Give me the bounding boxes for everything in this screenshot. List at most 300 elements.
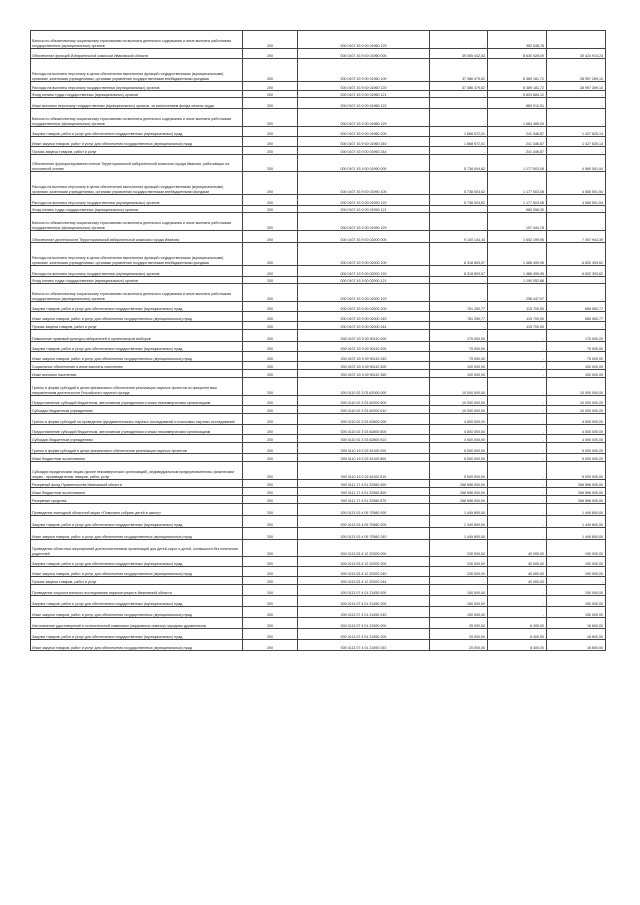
remaining-amount-cell: 7 497 944,39	[547, 231, 606, 243]
expense-name-cell: Взносы по обязательному социальному страхованию на выплаты денежного содержания и иные выплаты работникам государственных (муниципальных) органов	[31, 109, 243, 127]
approved-amount-cell: 268 596 000,00	[430, 488, 488, 496]
remaining-amount-cell: 268 596 000,00	[547, 480, 606, 488]
table-row	[31, 155, 606, 172]
executed-amount-cell: 8 400,00	[488, 629, 547, 640]
approved-amount-cell: 1 449 800,00	[430, 504, 488, 516]
expense-name-cell: Обеспечение деятельности Территориальной избирательной комиссии города Иванова	[31, 231, 243, 243]
executed-amount-cell: 40 000,00	[488, 567, 547, 577]
remaining-amount-cell: -	[547, 277, 606, 284]
table-row	[31, 370, 606, 378]
expense-name-cell: Иные закупки товаров, работ и услуг для обеспечения государственных (муниципальных) нужд	[31, 137, 243, 147]
classification-code-cell: 000 0110 19 2 02 61100 800	[298, 454, 430, 462]
approved-amount-cell: 1 668 972,01	[430, 127, 488, 137]
remaining-amount-cell: 150 000,00	[547, 596, 606, 607]
expense-name-cell: Расходы на выплаты персоналу в целях обеспечения выполнения функций государственными (муниципальными) органами, казенными учреждениями, органами управления государственными внебюджетными фондами	[31, 59, 243, 82]
expense-name-cell: Фонд оплаты труда государственных (муниципальных) органов	[31, 91, 243, 98]
table-row	[31, 109, 606, 127]
classification-code-cell: 000 0111 17 4 01 22960 800	[298, 488, 430, 496]
remaining-amount-cell: 1 427 625,14	[547, 137, 606, 147]
classification-code-cell: 000 0111 17 4 01 22960 000	[298, 480, 430, 488]
remaining-amount-cell: 190 000,00	[547, 557, 606, 567]
remaining-amount-cell: 268 596 000,00	[547, 496, 606, 504]
line-code-cell: 200	[243, 213, 298, 231]
approved-amount-cell: 781 250,77	[430, 312, 488, 322]
executed-amount-cell: 241 346,87	[488, 137, 547, 147]
line-code-cell: 200	[243, 147, 298, 155]
table-row	[31, 206, 606, 213]
line-code-cell: 200	[243, 516, 298, 528]
approved-amount-cell: 75 000,00	[430, 352, 488, 362]
approved-amount-cell: -	[430, 109, 488, 127]
remaining-amount-cell: -	[547, 577, 606, 585]
expense-name-cell: Закупка товаров, работ и услуг для обеспечения государственных (муниципальных) нужд	[31, 302, 243, 312]
expense-name-cell: Обеспечение функций Избирательной комиссии Ивановской области	[31, 49, 243, 59]
executed-amount-cell: -	[488, 596, 547, 607]
approved-amount-cell: 25 000,00	[430, 629, 488, 640]
approved-amount-cell: 1 449 800,00	[430, 528, 488, 540]
table-row	[31, 31, 606, 49]
table-row	[31, 596, 606, 607]
approved-amount-cell: 150 000,00	[430, 607, 488, 618]
remaining-amount-cell: 10 000 000,00	[547, 396, 606, 406]
remaining-amount-cell: 4 560 501,54	[547, 195, 606, 206]
classification-code-cell: 000 0110 02 3 03 62000 610	[298, 406, 430, 414]
classification-code-cell: 000 0107 43 9 00 01990 121	[298, 206, 430, 213]
expense-name-cell: Субсидии бюджетным учреждениям	[31, 406, 243, 414]
budget-execution-table	[30, 30, 606, 651]
table-row	[31, 640, 606, 651]
expense-name-cell: Иные закупки товаров, работ и услуг для обеспечения государственных (муниципальных) нужд	[31, 352, 243, 362]
remaining-amount-cell: 30 424 914,24	[547, 49, 606, 59]
executed-amount-cell: 40 000,00	[488, 557, 547, 567]
executed-amount-cell: -	[488, 370, 547, 378]
classification-code-cell: 000 0107 43 9 00 90110 240	[298, 352, 430, 362]
line-code-cell: 200	[243, 362, 298, 370]
table-row	[31, 312, 606, 322]
table-row	[31, 231, 606, 243]
executed-amount-cell: -	[488, 406, 547, 414]
classification-code-cell: 000 0107 43 9 00 01960 240	[298, 137, 430, 147]
classification-code-cell: 000 0107 43 9 00 01960 000	[298, 49, 430, 59]
executed-amount-cell: 296 447,07	[488, 284, 547, 302]
expense-name-cell: Взносы по обязательному социальному страхованию на выплаты денежного содержания и иные выплаты работникам государственных (муниципальных) органов	[31, 31, 243, 49]
expense-name-cell: Проведение социологического исследования наркоситуации в Ивановской области	[31, 585, 243, 596]
executed-amount-cell: -	[488, 425, 547, 435]
table-row	[31, 49, 606, 59]
remaining-amount-cell: 75 000,00	[547, 352, 606, 362]
expense-name-cell: Расходы на выплаты персоналу государственных (муниципальных) органов	[31, 266, 243, 277]
expense-name-cell: Иные закупки товаров, работ и услуг для обеспечения государственных (муниципальных) нужд	[31, 312, 243, 322]
remaining-amount-cell: 100 000,00	[547, 370, 606, 378]
approved-amount-cell: 268 596 000,00	[430, 496, 488, 504]
table-row	[31, 528, 606, 540]
approved-amount-cell: 1 449 800,00	[430, 516, 488, 528]
expense-name-cell: Иные выплаты населению	[31, 370, 243, 378]
remaining-amount-cell: -	[547, 147, 606, 155]
approved-amount-cell: 10 000 000,00	[430, 406, 488, 414]
executed-amount-cell: 197 444,78	[488, 213, 547, 231]
classification-code-cell: 000 0111 17 4 01 22960 870	[298, 496, 430, 504]
executed-amount-cell: 8 389 181,72	[488, 59, 547, 82]
table-row	[31, 330, 606, 342]
table-row	[31, 406, 606, 414]
line-code-cell: 200	[243, 31, 298, 49]
line-code-cell: 200	[243, 596, 298, 607]
remaining-amount-cell: 190 000,00	[547, 567, 606, 577]
classification-code-cell: 000 0110 02 3 03 62800 000	[298, 414, 430, 425]
remaining-amount-cell: 6 832 393,62	[547, 243, 606, 266]
line-code-cell: 200	[243, 577, 298, 585]
executed-amount-cell: -	[488, 516, 547, 528]
approved-amount-cell: -	[430, 147, 488, 155]
remaining-amount-cell: 16 600,00	[547, 640, 606, 651]
classification-code-cell: 000 0107 43 9 00 02000 240	[298, 312, 430, 322]
table-row	[31, 496, 606, 504]
classification-code-cell: 000 0113 07 4 01 21590 200	[298, 629, 430, 640]
remaining-amount-cell: 4 500 000,00	[547, 435, 606, 443]
approved-amount-cell: 150 000,00	[430, 596, 488, 607]
table-row	[31, 322, 606, 330]
line-code-cell: 200	[243, 127, 298, 137]
executed-amount-cell: -	[488, 378, 547, 396]
table-row	[31, 352, 606, 362]
expense-name-cell: Проведение ежегодной областной акции «Помогаем собрать детей в школу»	[31, 504, 243, 516]
approved-amount-cell: 150 000,00	[430, 585, 488, 596]
classification-code-cell: 000 0107 43 9 00 90110 200	[298, 342, 430, 352]
table-row	[31, 618, 606, 629]
classification-code-cell: 000 0113 03 4 09 70580 200	[298, 516, 430, 528]
executed-amount-cell: 115 700,00	[488, 312, 547, 322]
approved-amount-cell: -	[430, 31, 488, 49]
classification-code-cell: 000 0107 43 9 00 02000 100	[298, 243, 430, 266]
line-code-cell: 200	[243, 528, 298, 540]
executed-amount-cell: 8 630 528,09	[488, 49, 547, 59]
line-code-cell: 200	[243, 557, 298, 567]
table-row	[31, 629, 606, 640]
line-code-cell: 200	[243, 172, 298, 195]
classification-code-cell: 000 0107 43 9 00 02000 000	[298, 231, 430, 243]
line-code-cell: 200	[243, 496, 298, 504]
remaining-amount-cell: 665 550,77	[547, 302, 606, 312]
table-row	[31, 435, 606, 443]
table-row	[31, 488, 606, 496]
remaining-amount-cell: 190 000,00	[547, 540, 606, 557]
executed-amount-cell: -	[488, 488, 547, 496]
table-row	[31, 443, 606, 454]
expense-name-cell: Гранты в форме субсидий в целях финансового обеспечения реализации научных проектов	[31, 443, 243, 454]
table-body	[31, 31, 606, 651]
classification-code-cell: 000 0113 07 4 01 21450 240	[298, 607, 430, 618]
classification-code-cell: 000 0107 43 9 00 01960 129	[298, 31, 430, 49]
executed-amount-cell: -	[488, 362, 547, 370]
executed-amount-cell: 352 548,78	[488, 31, 547, 49]
line-code-cell: 200	[243, 195, 298, 206]
classification-code-cell: 000 0113 07 4 01 21590 000	[298, 618, 430, 629]
line-code-cell: 200	[243, 396, 298, 406]
line-code-cell: 200	[243, 155, 298, 172]
classification-code-cell: 000 0107 43 9 00 90110 360	[298, 370, 430, 378]
line-code-cell: 200	[243, 540, 298, 557]
remaining-amount-cell: 150 000,00	[547, 607, 606, 618]
remaining-amount-cell: 4 500 000,00	[547, 414, 606, 425]
expense-name-cell: Фонд оплаты труда государственных (муниципальных) органов	[31, 277, 243, 284]
table-row	[31, 425, 606, 435]
classification-code-cell: 000 0107 43 9 00 01960 121	[298, 91, 430, 98]
approved-amount-cell: 8 318 893,57	[430, 243, 488, 266]
line-code-cell: 200	[243, 567, 298, 577]
line-code-cell: 200	[243, 504, 298, 516]
table-row	[31, 59, 606, 82]
expense-name-cell: Изготовление удостоверений и отличительной символики (нарукавных повязок) народных дружинников	[31, 618, 243, 629]
expense-name-cell: Фонд оплаты труда государственных (муниципальных) органов	[31, 206, 243, 213]
line-code-cell: 200	[243, 435, 298, 443]
approved-amount-cell: -	[430, 91, 488, 98]
approved-amount-cell: -	[430, 277, 488, 284]
line-code-cell: 200	[243, 98, 298, 109]
line-code-cell: 200	[243, 342, 298, 352]
table-row	[31, 91, 606, 98]
table-row	[31, 567, 606, 577]
table-row	[31, 577, 606, 585]
line-code-cell: 200	[243, 425, 298, 435]
approved-amount-cell: 10 000 000,00	[430, 396, 488, 406]
expense-name-cell: Закупка товаров, работ и услуг для обеспечения государственных (муниципальных) нужд	[31, 516, 243, 528]
remaining-amount-cell: 1 449 800,00	[547, 516, 606, 528]
table-row	[31, 480, 606, 488]
table-row	[31, 147, 606, 155]
remaining-amount-cell: 16 600,00	[547, 629, 606, 640]
line-code-cell: 200	[243, 137, 298, 147]
remaining-amount-cell: 268 596 000,00	[547, 488, 606, 496]
line-code-cell: 200	[243, 330, 298, 342]
executed-amount-cell: 5 824 684,12	[488, 91, 547, 98]
expense-name-cell: Гранты в форме субсидий на проведение фундаментальных научных исследований и поисковых научных исследований	[31, 414, 243, 425]
classification-code-cell: 000 0110 02 3 03 62800 610	[298, 435, 430, 443]
remaining-amount-cell: -	[547, 206, 606, 213]
line-code-cell: 200	[243, 607, 298, 618]
table-row	[31, 516, 606, 528]
line-code-cell: 200	[243, 352, 298, 362]
classification-code-cell: 000 0107 43 9 00 01960 120	[298, 82, 430, 91]
remaining-amount-cell: 4 560 501,54	[547, 155, 606, 172]
remaining-amount-cell: 100 000,00	[547, 362, 606, 370]
line-code-cell: 200	[243, 406, 298, 414]
expense-name-cell: Прочая закупка товаров, работ и услуг	[31, 577, 243, 585]
approved-amount-cell: -	[430, 284, 488, 302]
executed-amount-cell: -	[488, 396, 547, 406]
classification-code-cell: 000 0113 07 4 01 21450 000	[298, 585, 430, 596]
expense-name-cell: Обеспечение функционирования членов Территориальной избирательной комиссии города Иваново, работающих на постоянной основе	[31, 155, 243, 172]
line-code-cell: 200	[243, 640, 298, 651]
executed-amount-cell: -	[488, 352, 547, 362]
classification-code-cell: 000 0107 43 9 00 01960 244	[298, 147, 430, 155]
expense-name-cell: Иные бюджетные ассигнования	[31, 454, 243, 462]
expense-name-cell: Резервные средства	[31, 496, 243, 504]
classification-code-cell: 000 0113 07 4 01 21590 240	[298, 640, 430, 651]
executed-amount-cell: -	[488, 454, 547, 462]
line-code-cell: 200	[243, 302, 298, 312]
line-code-cell: 200	[243, 378, 298, 396]
table-row	[31, 98, 606, 109]
expense-name-cell: Проведение областных мероприятий для воспитанников организаций для детей-сирот и детей, оставшихся без попечения родителей	[31, 540, 243, 557]
executed-amount-cell: -	[488, 443, 547, 454]
executed-amount-cell: 1 177 503,08	[488, 172, 547, 195]
executed-amount-cell: 1 486 499,95	[488, 266, 547, 277]
remaining-amount-cell: 5 000 000,00	[547, 443, 606, 454]
line-code-cell: 200	[243, 443, 298, 454]
line-code-cell: 200	[243, 231, 298, 243]
remaining-amount-cell: -	[547, 213, 606, 231]
line-code-cell: 200	[243, 243, 298, 266]
classification-code-cell: 000 0107 43 9 00 01960 100	[298, 59, 430, 82]
approved-amount-cell: -	[430, 322, 488, 330]
remaining-amount-cell: -	[547, 109, 606, 127]
approved-amount-cell: -	[430, 577, 488, 585]
approved-amount-cell: 230 000,00	[430, 567, 488, 577]
approved-amount-cell: -	[430, 98, 488, 109]
remaining-amount-cell: 5 000 000,00	[547, 462, 606, 480]
approved-amount-cell: 268 596 000,00	[430, 480, 488, 488]
executed-amount-cell: -	[488, 462, 547, 480]
expense-name-cell: Расходы на выплаты персоналу в целях обеспечения выполнения функций государственными (муниципальными) органами, казенными учреждениями, органами управления государственными внебюджетными фондами	[31, 172, 243, 195]
expense-name-cell: Прочая закупка товаров, работ и услуг	[31, 147, 243, 155]
classification-code-cell: 000 0113 07 4 01 21450 200	[298, 596, 430, 607]
table-row	[31, 213, 606, 231]
table-row	[31, 585, 606, 596]
approved-amount-cell: 5 000 000,00	[430, 462, 488, 480]
classification-code-cell: 000 0107 43 9 00 01990 129	[298, 213, 430, 231]
expense-name-cell: Предоставление субсидий бюджетным, автономным учреждениям и иным некоммерческим организациям	[31, 425, 243, 435]
approved-amount-cell: 10 000 000,00	[430, 378, 488, 396]
remaining-amount-cell: -	[547, 98, 606, 109]
expense-name-cell: Расходы на выплаты персоналу в целях обеспечения выполнения функций государственными (муниципальными) органами, казенными учреждениями, органами управления государственными внебюджетными фондами	[31, 243, 243, 266]
classification-code-cell: 000 0107 43 9 00 01990 000	[298, 155, 430, 172]
executed-amount-cell: -	[488, 607, 547, 618]
table-row	[31, 396, 606, 406]
line-code-cell: 200	[243, 480, 298, 488]
classification-code-cell: 000 0107 43 9 00 90110 300	[298, 362, 430, 370]
executed-amount-cell: -	[488, 585, 547, 596]
executed-amount-cell: 980 058,30	[488, 206, 547, 213]
expense-name-cell: Закупка товаров, работ и услуг для обеспечения государственных (муниципальных) нужд	[31, 127, 243, 137]
classification-code-cell: 000 0107 43 9 00 01960 200	[298, 127, 430, 137]
remaining-amount-cell: -	[547, 31, 606, 49]
line-code-cell: 200	[243, 109, 298, 127]
expense-name-cell: Расходы на выплаты персоналу государственных (муниципальных) органов	[31, 82, 243, 91]
executed-amount-cell: 1 190 052,88	[488, 277, 547, 284]
remaining-amount-cell: 28 997 269,10	[547, 82, 606, 91]
expense-name-cell: Взносы по обязательному социальному страхованию на выплаты денежного содержания и иные выплаты работникам государственных (муниципальных) органов	[31, 213, 243, 231]
executed-amount-cell: 8 400,00	[488, 618, 547, 629]
classification-code-cell: 000 0107 43 9 00 90110 000	[298, 330, 430, 342]
approved-amount-cell: 39 055 442,53	[430, 49, 488, 59]
classification-code-cell: 000 0113 03 4 12 20200 240	[298, 567, 430, 577]
executed-amount-cell: 241 346,87	[488, 127, 547, 137]
remaining-amount-cell: 75 000,00	[547, 342, 606, 352]
remaining-amount-cell: -	[547, 322, 606, 330]
table-row	[31, 284, 606, 302]
expense-name-cell: Закупка товаров, работ и услуг для обеспечения государственных (муниципальных) нужд	[31, 596, 243, 607]
table-row	[31, 378, 606, 396]
executed-amount-cell: -	[488, 504, 547, 516]
table-row	[31, 342, 606, 352]
table-row	[31, 462, 606, 480]
executed-amount-cell: 8 400,00	[488, 640, 547, 651]
approved-amount-cell: 25 000,00	[430, 618, 488, 629]
budget-table-sheet	[30, 30, 605, 651]
table-row	[31, 504, 606, 516]
classification-code-cell: 000 0113 03 4 12 20200 200	[298, 557, 430, 567]
classification-code-cell: 000 0107 43 9 00 01960 122	[298, 98, 430, 109]
line-code-cell: 200	[243, 322, 298, 330]
approved-amount-cell: 25 000,00	[430, 640, 488, 651]
approved-amount-cell: 230 000,00	[430, 557, 488, 567]
approved-amount-cell: 230 000,00	[430, 540, 488, 557]
classification-code-cell: 000 0107 43 9 00 01960 129	[298, 109, 430, 127]
table-row	[31, 172, 606, 195]
line-code-cell: 200	[243, 585, 298, 596]
expense-name-cell: Социальное обеспечение и иные выплаты населению	[31, 362, 243, 370]
executed-amount-cell: -	[488, 496, 547, 504]
expense-name-cell: Иные закупки товаров, работ и услуг для обеспечения государственных (муниципальных) нужд	[31, 528, 243, 540]
table-row	[31, 607, 606, 618]
approved-amount-cell: 8 318 893,57	[430, 266, 488, 277]
approved-amount-cell: 5 738 004,62	[430, 172, 488, 195]
line-code-cell: 200	[243, 91, 298, 98]
table-row	[31, 302, 606, 312]
remaining-amount-cell: 1 427 625,14	[547, 127, 606, 137]
classification-code-cell: 000 0110 02 3 03 62000 000	[298, 378, 430, 396]
line-code-cell: 200	[243, 59, 298, 82]
classification-code-cell: 000 0113 03 4 12 20200 000	[298, 540, 430, 557]
executed-amount-cell: -	[488, 330, 547, 342]
table-row	[31, 243, 606, 266]
table-row	[31, 454, 606, 462]
remaining-amount-cell: 5 000 000,00	[547, 454, 606, 462]
executed-amount-cell: -	[488, 414, 547, 425]
table-row	[31, 557, 606, 567]
line-code-cell: 200	[243, 266, 298, 277]
classification-code-cell: 000 0110 19 2 02 61100 000	[298, 443, 430, 454]
expense-name-cell: Иные бюджетные ассигнования	[31, 488, 243, 496]
line-code-cell: 200	[243, 414, 298, 425]
approved-amount-cell: 37 386 479,62	[430, 82, 488, 91]
approved-amount-cell: 5 000 000,00	[430, 443, 488, 454]
expense-name-cell: Субсидии юридическим лицам (кроме некоммерческих организаций), индивидуальным предпринимателям, физическим лицам - производителям товаров, работ, услуг	[31, 462, 243, 480]
remaining-amount-cell: 175 000,00	[547, 330, 606, 342]
remaining-amount-cell: -	[547, 91, 606, 98]
classification-code-cell: 000 0107 43 9 00 02000 244	[298, 322, 430, 330]
executed-amount-cell: -	[488, 528, 547, 540]
table-row	[31, 195, 606, 206]
classification-code-cell: 000 0107 43 9 00 02000 129	[298, 284, 430, 302]
expense-name-cell: Гранты в форме субсидий в целях финансового обеспечения реализации научных проектов по приоритетным направлениям деятельности Российского научного фонда	[31, 378, 243, 396]
remaining-amount-cell: 16 600,00	[547, 618, 606, 629]
approved-amount-cell: 4 500 000,00	[430, 435, 488, 443]
executed-amount-cell: 115 700,00	[488, 302, 547, 312]
approved-amount-cell: 5 738 004,62	[430, 195, 488, 206]
table-row	[31, 277, 606, 284]
executed-amount-cell: 40 000,00	[488, 577, 547, 585]
remaining-amount-cell: 4 500 000,00	[547, 425, 606, 435]
table-row	[31, 414, 606, 425]
line-code-cell: 200	[243, 454, 298, 462]
executed-amount-cell: 1 177 503,08	[488, 155, 547, 172]
executed-amount-cell: 8 389 181,72	[488, 82, 547, 91]
executed-amount-cell: 1 602 199,95	[488, 231, 547, 243]
remaining-amount-cell: 665 550,77	[547, 312, 606, 322]
executed-amount-cell: -	[488, 435, 547, 443]
